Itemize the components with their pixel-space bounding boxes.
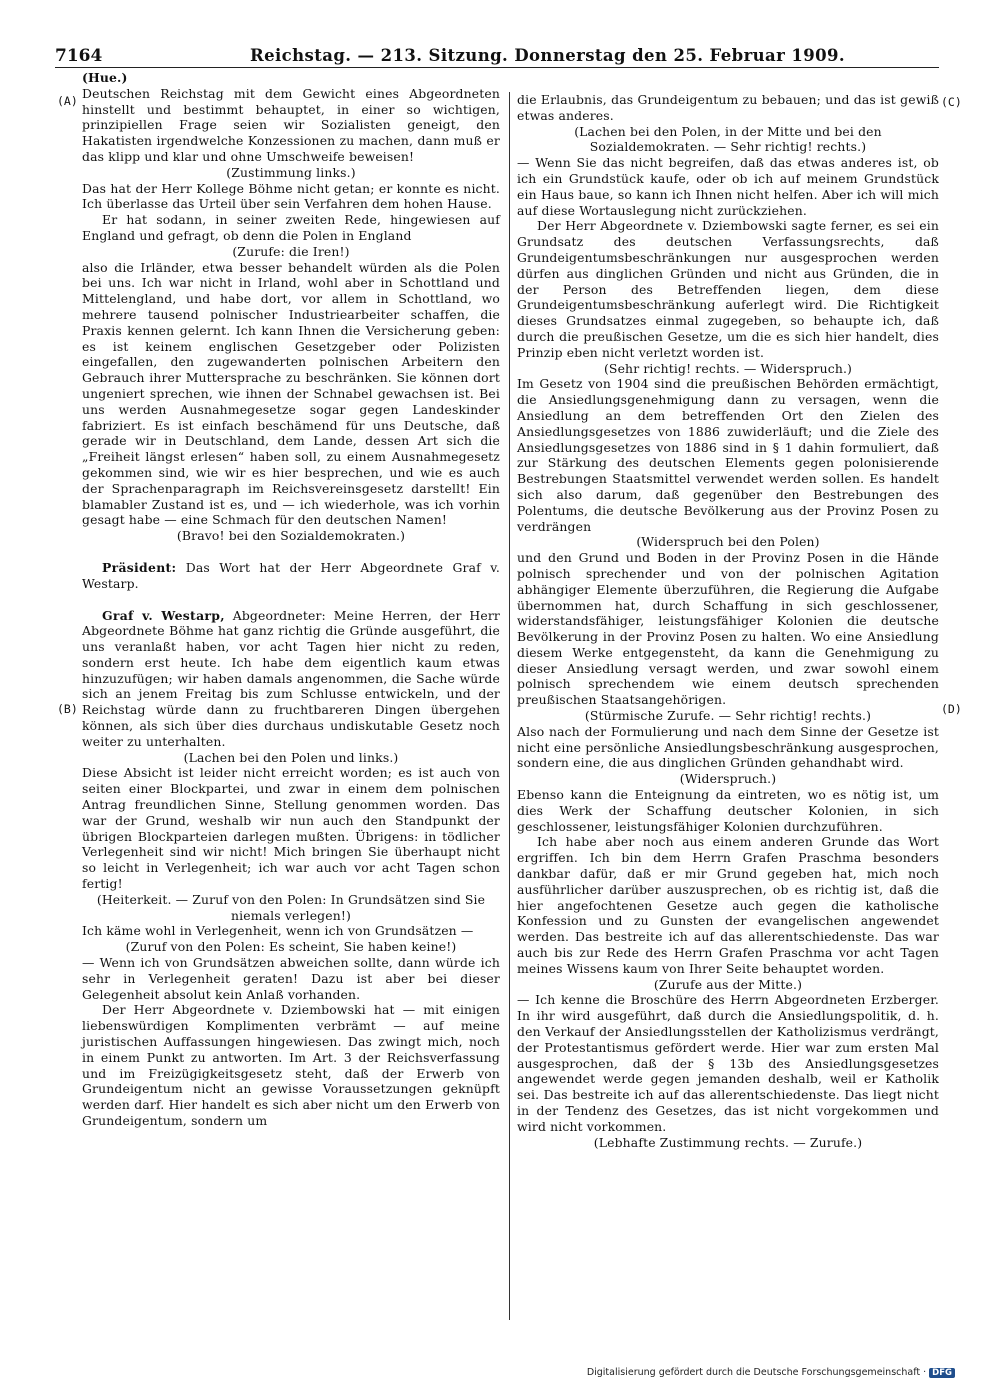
paragraph: und den Grund und Boden in der Provinz Posen in die Hände polnisch sprechender und von der polnischen Agitation abhängiger Elemente überzuführen, die Regierung die Aufgabe übernommen hat, durch Schaffung in sich geschlossener, widerstandsfähiger, leistungsfähiger Kolonien die deutsche Bevölkerung in der Provinz Posen zu halten. Wo eine Ansiedlung diesem Werke entgegensteht, da kann die Genehmigung zu dieser Ansiedlung versagt werden, und zwar sowohl einem polnisch sprechendem wie einem deutsch sprechenden preußischen Staatsangehörigen. (517, 550, 939, 708)
page-number: 7164 (55, 46, 103, 66)
margin-marker-d: (D) (941, 702, 962, 716)
paragraph: Diese Absicht ist leider nicht erreicht worden; es ist auch von seiten einer Blockpartei, und zwar in einem dem polnischen Antrag freundlichen Sinne, Stellung genommen worden. Das war der Grund, weshalb wir nun auch den Standpunkt der übrigen Blockparteien darlegen mußten. Übrigens: in tödlicher Verlegenheit sind wir nicht! Mich bringen Sie überhaupt nicht so leicht in Verlegenheit; ich war auch vor acht Tagen schon fertig! (82, 765, 500, 892)
paragraph-text: Abgeordneter: Meine Herren, der Herr Abgeordnete Böhme hat ganz richtig die Gründe ausgeführt, die uns veranlaßt haben, vor acht Tagen hier nicht zu reden, sondern erst heute. Ich habe dem eigentlich kaum etwas hinzuzufügen; wir haben damals angenommen, die Sache würde sich an jenem Freitag bis zum Schlusse entwickeln, und der Reichstag würde dann zu fruchtbareren Dingen übergehen können, als sich über dies durchaus undiskutable Gesetz noch weiter zu unterhalten. (82, 607, 500, 749)
paragraph: Deutschen Reichstag mit dem Gewicht eines Abgeordneten hinstellt und bestimmt behauptet, in einer so wichtigen, prinzipiellen Frage seien wir Sozialisten geneigt, den Hakatisten irgendwelche Konzessionen zu machen, dann muß er das klipp und klar und ohne Umschweife beweisen! (82, 85, 500, 164)
dfg-logo: DFG (929, 1368, 955, 1378)
interjection: (Sehr richtig! rechts. — Widerspruch.) (603, 360, 853, 376)
speaker-tag: (Hue.) (82, 70, 128, 85)
paragraph: Der Herr Abgeordnete v. Dziembowski sagte ferner, es sei ein Grundsatz des deutschen Verfassungsrechts, daß Grundeigentumsbeschränkungen nur ausgesprochen werden dürfen aus dinglichen Gründen und nicht aus Gründen, die in der Person des Betreffenden liegen, dem diese Grundeigentumsbeschränkung auferlegt wird. Die Richtigkeit dieses Grundsatzes einmal zugegeben, so behaupte ich, daß durch die preußischen Gesetze, um die es sich hier handelt, dies Prinzip eben nicht verletzt worden ist. (517, 218, 939, 360)
paragraph: Er hat sodann, in seiner zweiten Rede, hingewiesen auf England und gefragt, ob denn die Polen in England (82, 212, 500, 243)
speaker-label: Präsident: (102, 559, 177, 575)
paragraph: Das hat der Herr Kollege Böhme nicht getan; er konnte es nicht. Ich überlasse das Urteil über sein Verfahren dem hohen Hause. (82, 180, 500, 212)
right-column (517, 92, 939, 1150)
margin-marker-b: (B) (57, 702, 78, 716)
paragraph: Also nach der Formulierung und nach dem Sinne der Gesetze ist nicht eine persönliche Ansiedlungsbeschränkung ausgesprochen, sondern eine, die aus dinglichen Gründen gehandhabt wird. (517, 723, 939, 771)
paragraph-text: Das Wort hat der Herr Abgeordnete Graf v. Westarp. (82, 559, 500, 591)
page-header (55, 46, 955, 68)
interjection: (Bravo! bei den Sozialdemokraten.) (176, 528, 406, 544)
margin-marker-a: (A) (57, 94, 78, 108)
paragraph: — Wenn Sie das nicht begreifen, daß das etwas anderes ist, ob ich ein Grundstück kaufe, oder ob ich auf meinem Grundstück ein Haus baue, so kann ich Ihnen nicht helfen. Aber ich will mich auf diese Wortauslegung nicht zurückziehen. (517, 155, 939, 218)
column-divider (509, 92, 510, 1320)
margin-marker-c: (C) (941, 95, 962, 109)
paragraph: also die Irländer, etwa besser behandelt würden als die Polen bei uns. Ich war nicht in Irland, wohl aber in Schottland und Mittelengland, und habe dort, vor allem in Schottland, wo mehrere tausend polnischer Industriearbeiter schaffen, die Praxis kennen gelernt. Ich kann Ihnen die Versicherung geben: es ist keinem englischen Gesetzgeber oder Polizisten eingefallen, den zugewanderten polnischen Arbeitern den Gebrauch ihrer Muttersprache zu beschränken. Sie können dort ungeniert sprechen, wie ihnen der Schnabel gewachsen ist. Bei uns werden Ausnahmegesetze sogar gegen Landeskinder fabriziert. Es ist einfach beschämend für uns Deutsche, daß gerade wir in Deutschland, dem Lande, dessen Art sich die „Freiheit längst erlesen“ haben soll, zu einem Ausnahmegesetz gekommen sind, wie wir es hier besprechen, und wie es auch der Sprachenparagraph im Reichsvereinsgesetz darstellt! Ein blamabler Zustand ist es, und — ich wiederhole, was ich vorhin gesagt habe — eine Schmach für den deutschen Namen! (82, 259, 500, 528)
speaker-paragraph-westarp (82, 608, 500, 750)
interjection: (Stürmische Zurufe. — Sehr richtig! rechts.) (584, 708, 872, 724)
left-column (82, 70, 500, 1129)
interjection: (Zurufe: die Iren!) (232, 243, 350, 259)
paragraph: Der Herr Abgeordnete v. Dziembowski hat — mit einigen liebenswürdigen Komplimenten verbrämt — auf meine juristischen Auffassungen hingewiesen. Das zwingt mich, noch in einem Punkt zu antworten. Im Art. 3 der Reichsverfassung und im Freizügigkeitsgesetz steht, daß der Erwerb von Grundeigentum nicht an gewisse Voraussetzungen geknüpft werden darf. Hier handelt es sich aber nicht um den Erwerb von Grundeigentum, sondern um (82, 1002, 500, 1128)
running-title: Reichstag. — 213. Sitzung. Donnerstag den 25. Februar 1909. (250, 46, 846, 65)
interjection: (Widerspruch.) (679, 771, 777, 787)
speaker-paragraph-president (82, 560, 500, 592)
interjection: (Heiterkeit. — Zuruf von den Polen: In Grundsätzen sind Sie niemals verlegen!) (96, 891, 486, 923)
header-rule (55, 67, 939, 68)
paragraph: die Erlaubnis, das Grundeigentum zu bebauen; und das ist gewiß etwas anderes. (517, 92, 939, 123)
paragraph: Ich habe aber noch aus einem anderen Grunde das Wort ergriffen. Ich bin dem Herrn Grafen Praschma besonders dankbar dafür, daß er mir Grund gegeben hat, mich noch ausführlicher darüber auszusprechen, ob es richtig ist, daß die hier angefochtenen Gesetze auch gegen die katholische Konfession und zu Gunsten der evangelischen angewendet werden. Das bestreite ich auf das allerentschiedenste. Das war auch bis zur Rede des Herrn Grafen Praschma vor acht Tagen meines Wissens kaum von Ihrer Seite behauptet worden. (517, 834, 939, 976)
interjection: (Lebhafte Zustimmung rechts. — Zurufe.) (593, 1134, 863, 1150)
paragraph: Ich käme wohl in Verlegenheit, wenn ich von Grundsätzen — (82, 923, 474, 939)
paragraph: Im Gesetz von 1904 sind die preußischen Behörden ermächtigt, die Ansiedlungsgenehmigung dann zu versagen, wenn die Ansiedlung an dem betreffenden Ort den Zielen des Ansiedlungsgesetzes von 1886 zuwiderläuft; und die Ziele des Ansiedlungsgesetzes von 1886 sind in § 1 dahin formuliert, daß zur Stärkung des deutschen Elements gegen polonisierende Bestrebungen Staatsmittel verwendet werden sollen. Es handelt sich also darum, daß gegenüber den Bestrebungen des Polentums, die deutsche Bevölkerung aus der Provinz Posen zu verdrängen (517, 376, 939, 534)
interjection: (Zustimmung links.) (226, 164, 356, 180)
interjection: (Lachen bei den Polen und links.) (183, 749, 399, 765)
credit-text: Digitalisierung gefördert durch die Deutsche Forschungsgemeinschaft · (586, 1367, 927, 1378)
interjection: (Lachen bei den Polen, in der Mitte und bei den Sozialdemokraten. — Sehr richtig! rechts.) (574, 123, 882, 155)
paragraph: — Ich kenne die Broschüre des Herrn Abgeordneten Erzberger. In ihr wird ausgeführt, daß durch die Ansiedlungspolitik, d. h. den Verkauf der Ansiedlungsstellen der Katholizismus verdrängt, der Protestantismus gefördert werde. Hier war zum ersten Mal ausgesprochen, daß der § 13b des Ansiedlungsgesetzes angewendet werde gegen jemanden deshalb, weil er Katholik sei. Das bestreite ich auf das allerentschiedenste. Das liegt nicht in der Tendenz des Gesetzes, das ist nicht vorgekommen und wird nicht vorkommen. (517, 992, 939, 1134)
interjection: (Zuruf von den Polen: Es scheint, Sie haben keine!) (125, 939, 457, 955)
paragraph: Ebenso kann die Enteignung da eintreten, wo es nötig ist, um dies Werk der Schaffung deutscher Kolonien, in sich geschlossener, leistungsfähiger Kolonien durchzuführen. (517, 787, 939, 834)
interjection: (Zurufe aus der Mitte.) (653, 976, 803, 992)
digitization-credit (587, 1367, 955, 1378)
speaker-label: Graf v. Westarp, (102, 607, 225, 623)
interjection: (Widerspruch bei den Polen) (636, 534, 820, 550)
paragraph: — Wenn ich von Grundsätzen abweichen sollte, dann würde ich sehr in Verlegenheit geraten! Dazu ist aber bei dieser Gelegenheit absolut kein Anlaß vorhanden. (82, 955, 500, 1002)
